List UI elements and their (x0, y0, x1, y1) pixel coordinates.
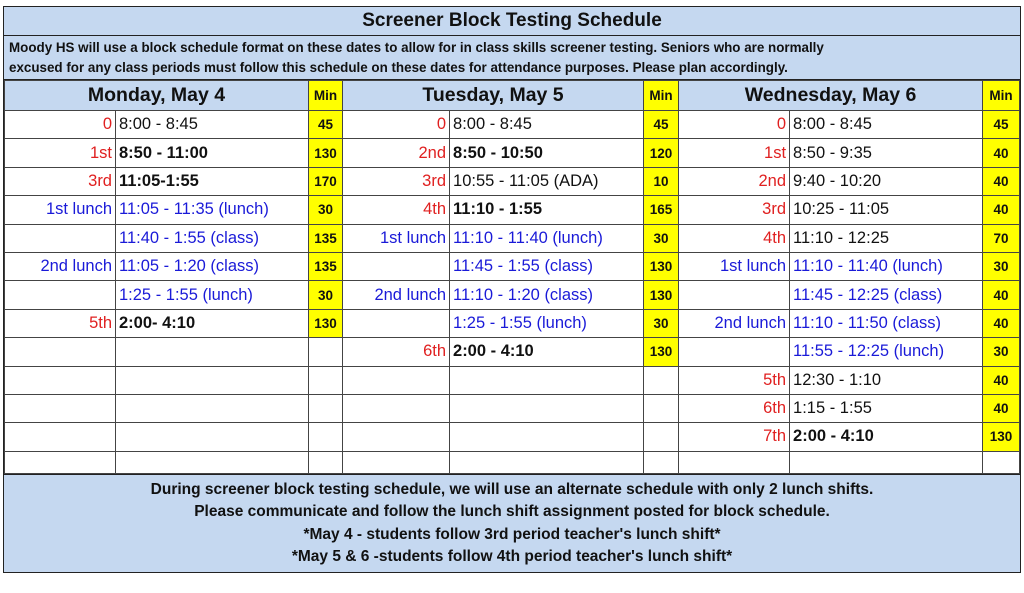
day-header-row (5, 81, 1020, 111)
period-time: 8:00 - 8:45 (116, 111, 309, 139)
schedule-row (5, 309, 1020, 337)
period-time: 11:10 - 11:40 (lunch) (450, 224, 644, 252)
period-minutes: 30 (644, 309, 679, 337)
schedule-row (5, 167, 1020, 195)
schedule-row (5, 451, 1020, 473)
period-time: 11:10 - 1:20 (class) (450, 281, 644, 309)
period-time: 2:00 - 4:10 (790, 423, 983, 451)
period-minutes: 70 (983, 224, 1020, 252)
empty-cell (343, 366, 450, 394)
empty-cell (116, 394, 309, 422)
period-time: 11:45 - 12:25 (class) (790, 281, 983, 309)
empty-cell (5, 451, 116, 473)
period-label (679, 338, 790, 366)
period-label (343, 309, 450, 337)
period-label: 1st lunch (5, 196, 116, 224)
empty-cell (679, 451, 790, 473)
empty-cell (5, 366, 116, 394)
empty-cell (983, 451, 1020, 473)
empty-cell (309, 423, 343, 451)
period-minutes: 130 (644, 281, 679, 309)
period-time: 2:00 - 4:10 (450, 338, 644, 366)
period-time: 1:25 - 1:55 (lunch) (450, 309, 644, 337)
period-time: 11:05 - 1:20 (class) (116, 252, 309, 280)
min-header-tuesday: Min (644, 81, 679, 111)
period-minutes: 40 (983, 394, 1020, 422)
period-label: 1st (5, 139, 116, 167)
period-time: 11:55 - 12:25 (lunch) (790, 338, 983, 366)
intro-line-1: Moody HS will use a block schedule format on these dates to allow for in class skills screener testing. Seniors who are normally (9, 40, 824, 55)
period-label: 4th (679, 224, 790, 252)
schedule-row (5, 338, 1020, 366)
footer-line-3: *May 4 - students follow 3rd period teacher's lunch shift* (303, 525, 721, 543)
schedule-row (5, 224, 1020, 252)
schedule-row (5, 111, 1020, 139)
period-label: 5th (5, 309, 116, 337)
period-minutes: 40 (983, 196, 1020, 224)
empty-cell (309, 394, 343, 422)
empty-cell (5, 423, 116, 451)
period-label: 5th (679, 366, 790, 394)
empty-cell (644, 366, 679, 394)
period-label (5, 281, 116, 309)
empty-cell (450, 451, 644, 473)
period-minutes: 45 (309, 111, 343, 139)
period-minutes: 130 (644, 252, 679, 280)
schedule-row (5, 281, 1020, 309)
empty-cell (309, 338, 343, 366)
period-label: 4th (343, 196, 450, 224)
period-label: 1st lunch (679, 252, 790, 280)
period-minutes: 40 (983, 366, 1020, 394)
empty-cell (309, 451, 343, 473)
empty-cell (644, 451, 679, 473)
empty-cell (116, 366, 309, 394)
period-label: 0 (343, 111, 450, 139)
period-time: 10:55 - 11:05 (ADA) (450, 167, 644, 195)
period-time: 11:10 - 1:55 (450, 196, 644, 224)
empty-cell (343, 423, 450, 451)
schedule-row (5, 394, 1020, 422)
footer-line-2: Please communicate and follow the lunch shift assignment posted for block schedule. (194, 503, 830, 521)
min-header-monday: Min (309, 81, 343, 111)
period-minutes: 40 (983, 139, 1020, 167)
empty-cell (116, 423, 309, 451)
period-minutes: 30 (983, 338, 1020, 366)
empty-cell (5, 394, 116, 422)
empty-cell (450, 423, 644, 451)
schedule-table (4, 80, 1020, 474)
schedule-row (5, 139, 1020, 167)
period-label: 3rd (679, 196, 790, 224)
period-label: 3rd (343, 167, 450, 195)
period-label: 2nd lunch (679, 309, 790, 337)
period-label (679, 281, 790, 309)
empty-cell (343, 394, 450, 422)
period-time: 11:10 - 11:40 (lunch) (790, 252, 983, 280)
footer-line-4: *May 5 & 6 -students follow 4th period teacher's lunch shift* (291, 548, 733, 566)
period-time: 1:15 - 1:55 (790, 394, 983, 422)
day-header-monday: Monday, May 4 (5, 81, 309, 111)
period-time: 1:25 - 1:55 (lunch) (116, 281, 309, 309)
period-time: 11:05 - 11:35 (lunch) (116, 196, 309, 224)
period-label: 7th (679, 423, 790, 451)
empty-cell (5, 338, 116, 366)
period-time: 9:40 - 10:20 (790, 167, 983, 195)
period-time: 12:30 - 1:10 (790, 366, 983, 394)
empty-cell (790, 451, 983, 473)
period-minutes: 40 (983, 281, 1020, 309)
period-minutes: 130 (309, 139, 343, 167)
empty-cell (450, 394, 644, 422)
period-minutes: 30 (644, 224, 679, 252)
intro-line-2: excused for any class periods must follow this schedule on these dates for attendance purposes. Please plan accordingly. (9, 60, 788, 75)
period-minutes: 45 (644, 111, 679, 139)
schedule-row (5, 196, 1020, 224)
period-label: 0 (5, 111, 116, 139)
page-title: Screener Block Testing Schedule (4, 7, 1020, 36)
footer-note (4, 474, 1020, 572)
period-minutes: 120 (644, 139, 679, 167)
period-minutes: 40 (983, 167, 1020, 195)
period-time: 11:40 - 1:55 (class) (116, 224, 309, 252)
period-minutes: 165 (644, 196, 679, 224)
period-time: 11:10 - 12:25 (790, 224, 983, 252)
period-time: 8:00 - 8:45 (450, 111, 644, 139)
period-time: 8:50 - 10:50 (450, 139, 644, 167)
period-time: 11:45 - 1:55 (class) (450, 252, 644, 280)
period-label: 2nd lunch (5, 252, 116, 280)
empty-cell (644, 394, 679, 422)
period-label: 6th (679, 394, 790, 422)
day-header-wednesday: Wednesday, May 6 (679, 81, 983, 111)
period-minutes: 130 (983, 423, 1020, 451)
schedule-row (5, 423, 1020, 451)
period-time: 10:25 - 11:05 (790, 196, 983, 224)
period-minutes: 45 (983, 111, 1020, 139)
empty-cell (450, 366, 644, 394)
period-label: 1st lunch (343, 224, 450, 252)
period-minutes: 30 (983, 252, 1020, 280)
period-minutes: 135 (309, 224, 343, 252)
period-minutes: 30 (309, 196, 343, 224)
period-label: 2nd (679, 167, 790, 195)
period-label: 2nd lunch (343, 281, 450, 309)
period-label: 3rd (5, 167, 116, 195)
day-header-tuesday: Tuesday, May 5 (343, 81, 644, 111)
schedule-row (5, 252, 1020, 280)
period-label: 2nd (343, 139, 450, 167)
period-label: 1st (679, 139, 790, 167)
period-label (5, 224, 116, 252)
empty-cell (309, 366, 343, 394)
period-minutes: 40 (983, 309, 1020, 337)
schedule-row (5, 366, 1020, 394)
period-minutes: 130 (644, 338, 679, 366)
period-time: 8:00 - 8:45 (790, 111, 983, 139)
period-minutes: 130 (309, 309, 343, 337)
period-minutes: 30 (309, 281, 343, 309)
period-time: 2:00- 4:10 (116, 309, 309, 337)
intro-text (4, 36, 1020, 80)
period-time: 8:50 - 9:35 (790, 139, 983, 167)
period-time: 8:50 - 11:00 (116, 139, 309, 167)
empty-cell (116, 338, 309, 366)
period-label: 6th (343, 338, 450, 366)
period-label (343, 252, 450, 280)
empty-cell (116, 451, 309, 473)
min-header-wednesday: Min (983, 81, 1020, 111)
empty-cell (343, 451, 450, 473)
period-minutes: 10 (644, 167, 679, 195)
period-time: 11:05-1:55 (116, 167, 309, 195)
schedule-sheet (3, 6, 1021, 573)
period-minutes: 170 (309, 167, 343, 195)
period-time: 11:10 - 11:50 (class) (790, 309, 983, 337)
footer-line-1: During screener block testing schedule, we will use an alternate schedule with only 2 lunch shifts. (150, 480, 874, 498)
period-label: 0 (679, 111, 790, 139)
empty-cell (644, 423, 679, 451)
period-minutes: 135 (309, 252, 343, 280)
